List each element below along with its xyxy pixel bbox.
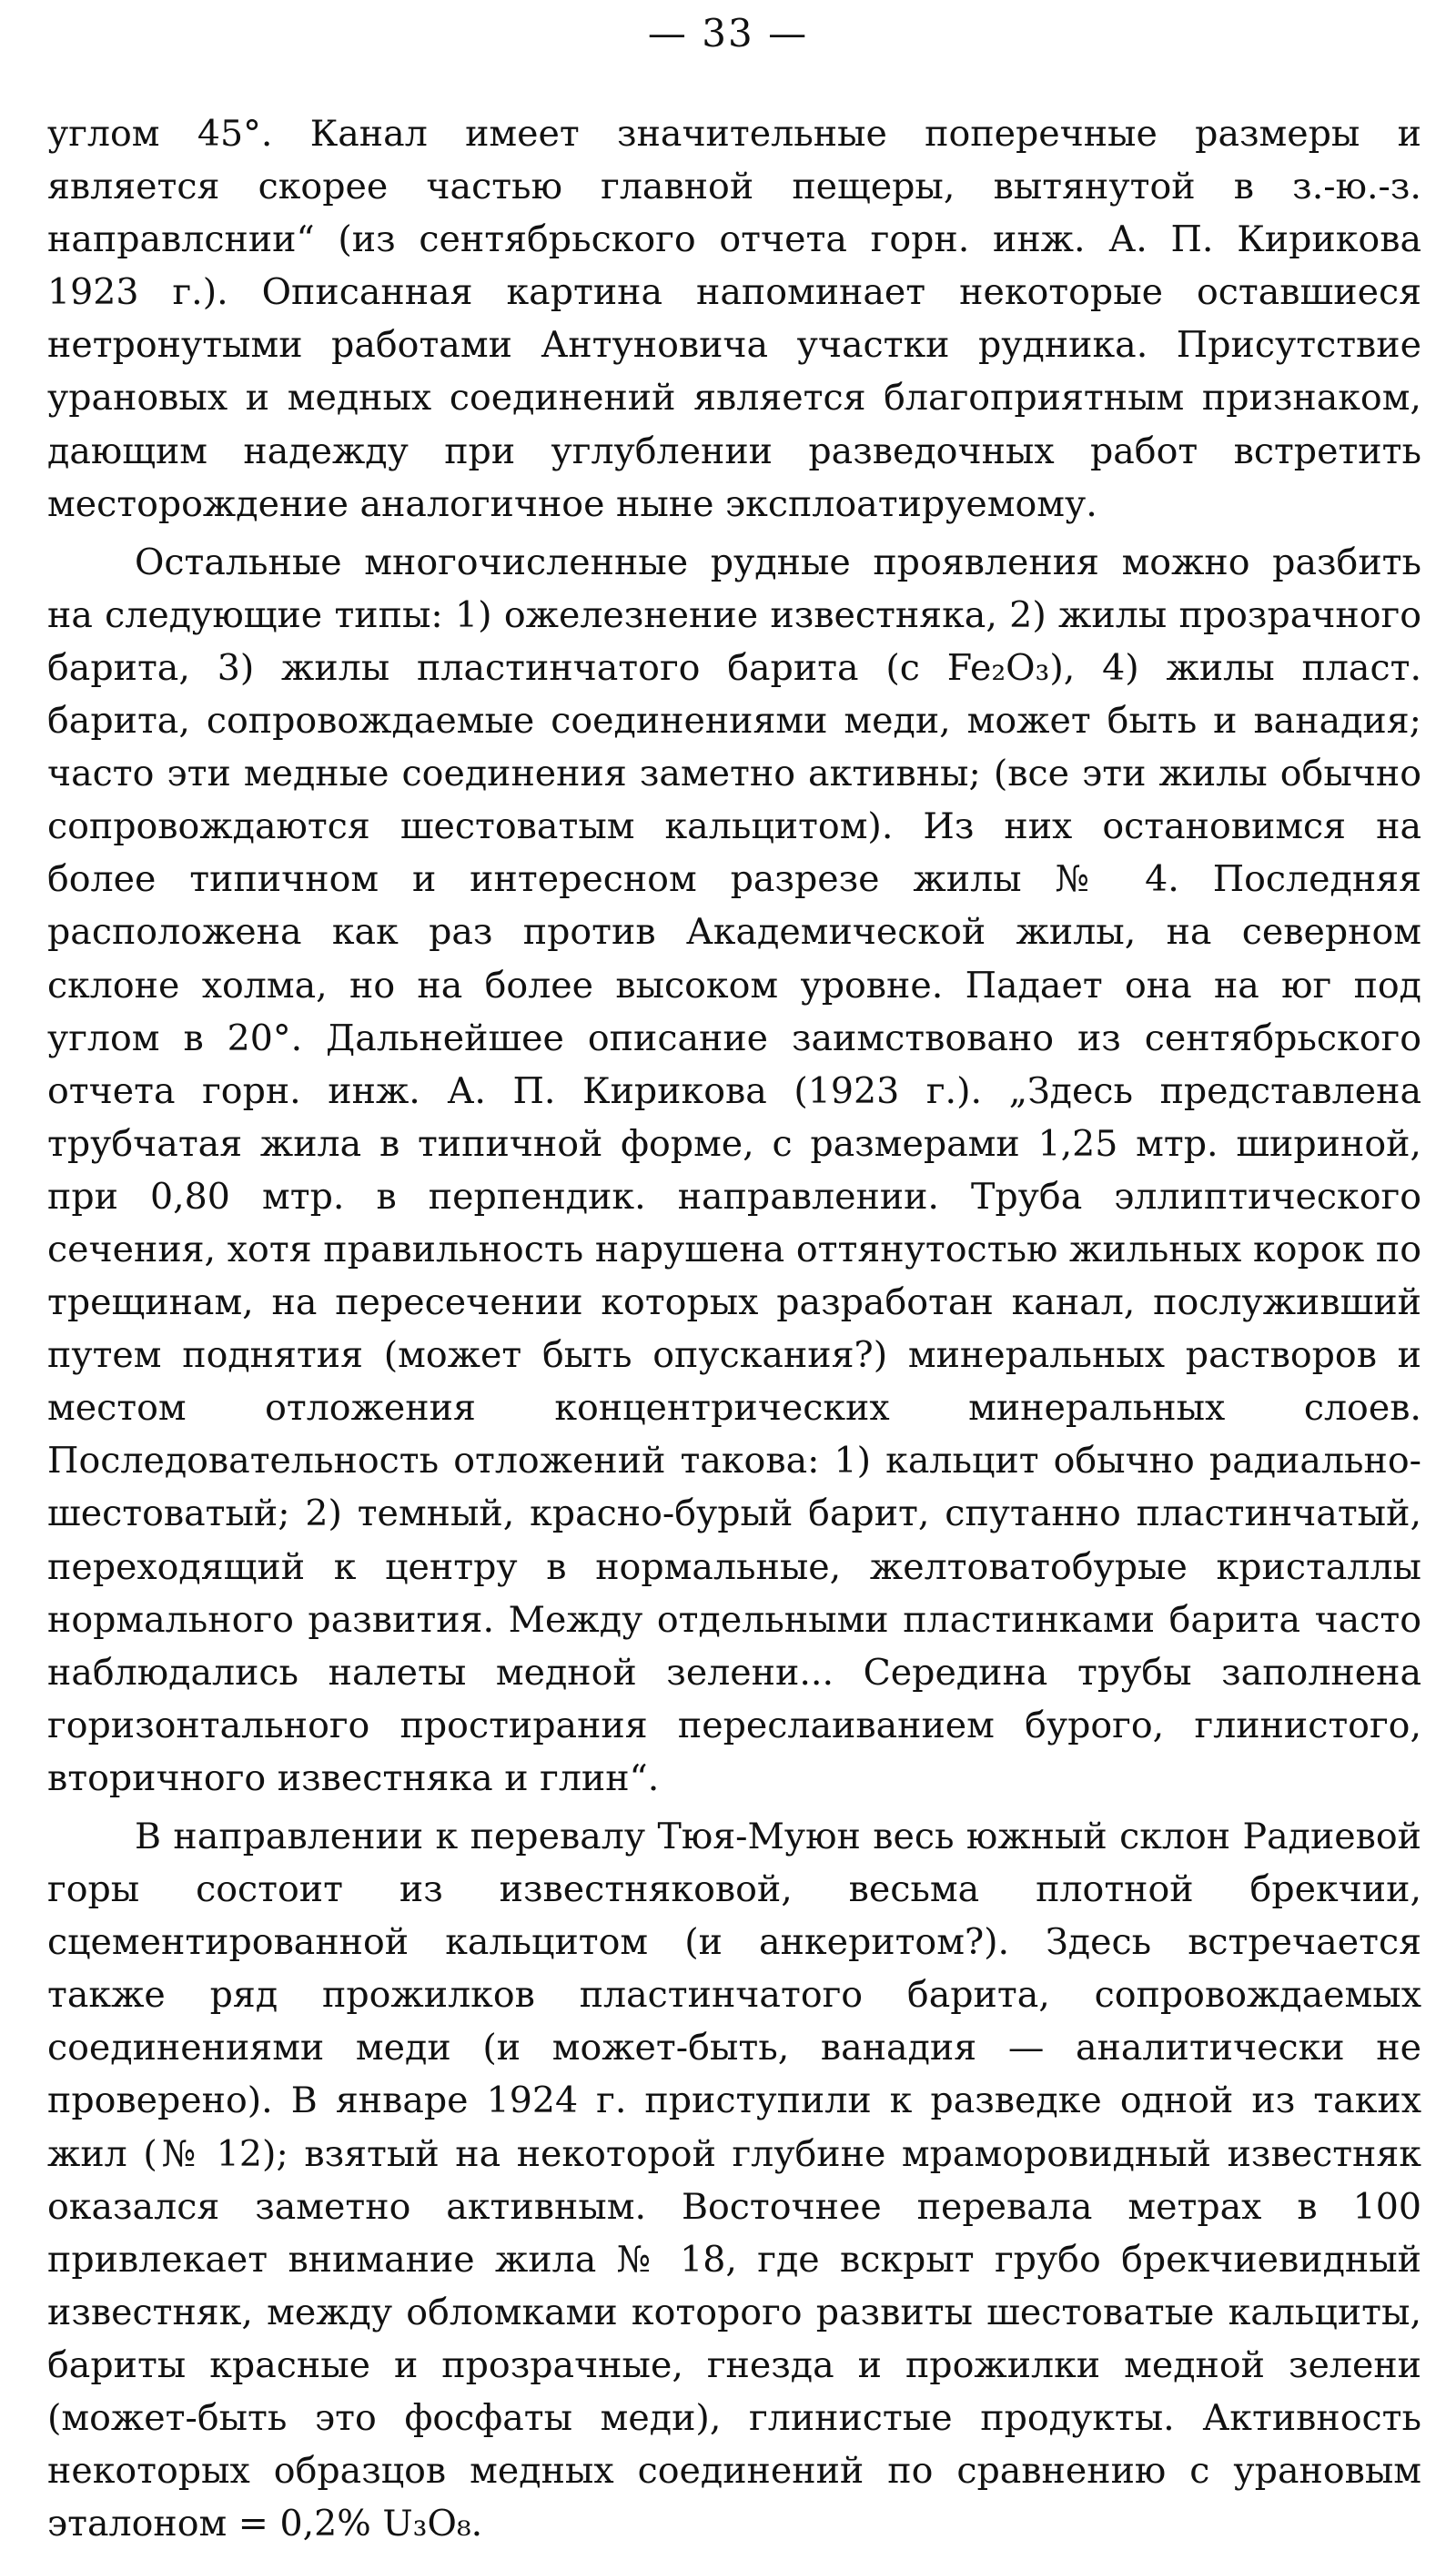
body-text (47, 107, 1421, 2550)
paragraph-ore-types: Остальные многочисленные рудные проявления можно разбить на следующие типы: 1) ожелезнение известняка, 2) жилы прозрачного барита, 3) жилы пластинчатого барита (с Fe₂O₃), 4) жилы пласт. барита, сопровождаемые соединениями меди, может быть и ванадия; часто эти медные соединения заметно активны; (все эти жилы обычно сопровождаются шестоватым кальцитом). Из них остановимся на более типичном и интересном разрезе жилы № 4. Последняя расположена как раз против Академической жилы, на северном склоне холма, но на более высоком уровне. Падает она на юг под углом в 20°. Дальнейшее описание заимствовано из сентябрьского отчета горн. инж. А. П. Кирикова (1923 г.). „Здесь представлена трубчатая жила в типичной форме, с размерами 1,25 мтр. шириной, при 0,80 мтр. в перпендик. направлении. Труба эллиптического сечения, хотя правильность нарушена оттянутостью жильных корок по трещинам, на пересечении которых разработан канал, послуживший путем поднятия (может быть опускания?) минеральных растворов и местом отложения концентрических минеральных слоев. Последовательность отложений такова: 1) кальцит обычно радиально-шестоватый; 2) темный, красно-бурый барит, спутанно пластинчатый, переходящий к центру в нормальные, желтоватобурые кристаллы нормального развития. Между отдельными пластинками барита часто наблюдались налеты медной зелени... Середина трубы заполнена горизонтального простирания переслаиванием бурого, глинистого, вторичного известняка и глин“. (47, 541, 1421, 1799)
paragraph-continuation: углом 45°. Канал имеет значительные поперечные размеры и является скорее частью главной пещеры, вытянутой в з.-ю.-з. направлснии“ (из сентябрьского отчета горн. инж. А. П. Кирикова 1923 г.). Описанная картина напоминает некоторые оставшиеся нетронутыми работами Антуновича участки рудника. Присутствие урановых и медных соединений является благоприятным признаком, дающим надежду при углублении разведочных работ встретить месторождение аналогичное ныне эксплоатируемому. (47, 113, 1421, 525)
paragraph-southern-slope: В направлении к перевалу Тюя-Муюн весь южный склон Радиевой горы состоит из известняковой, весьма плотной брекчии, сцементированной кальцитом (и анкеритом?). Здесь встречается также ряд прожилков пластинчатого барита, сопровождаемых соединениями меди (и может-быть, ванадия — аналитически не проверено). В январе 1924 г. приступили к разведке одной из таких жил (№ 12); взятый на некоторой глубине мраморовидный известняк оказался заметно активным. Восточнее перевала метрах в 100 привлекает внимание жила № 18, где вскрыт грубо брекчиевидный известняк, между обломками которого развиты шестоватые кальциты, бариты красные и прозрачные, гнезда и прожилки медной зелени (может-быть это фосфаты меди), глинистые продукты. Активность некоторых образцов медных соединений по сравнению с урановым эталоном = 0,2% U₃O₈. (47, 1816, 1421, 2545)
page-number: — 33 — (647, 11, 809, 56)
